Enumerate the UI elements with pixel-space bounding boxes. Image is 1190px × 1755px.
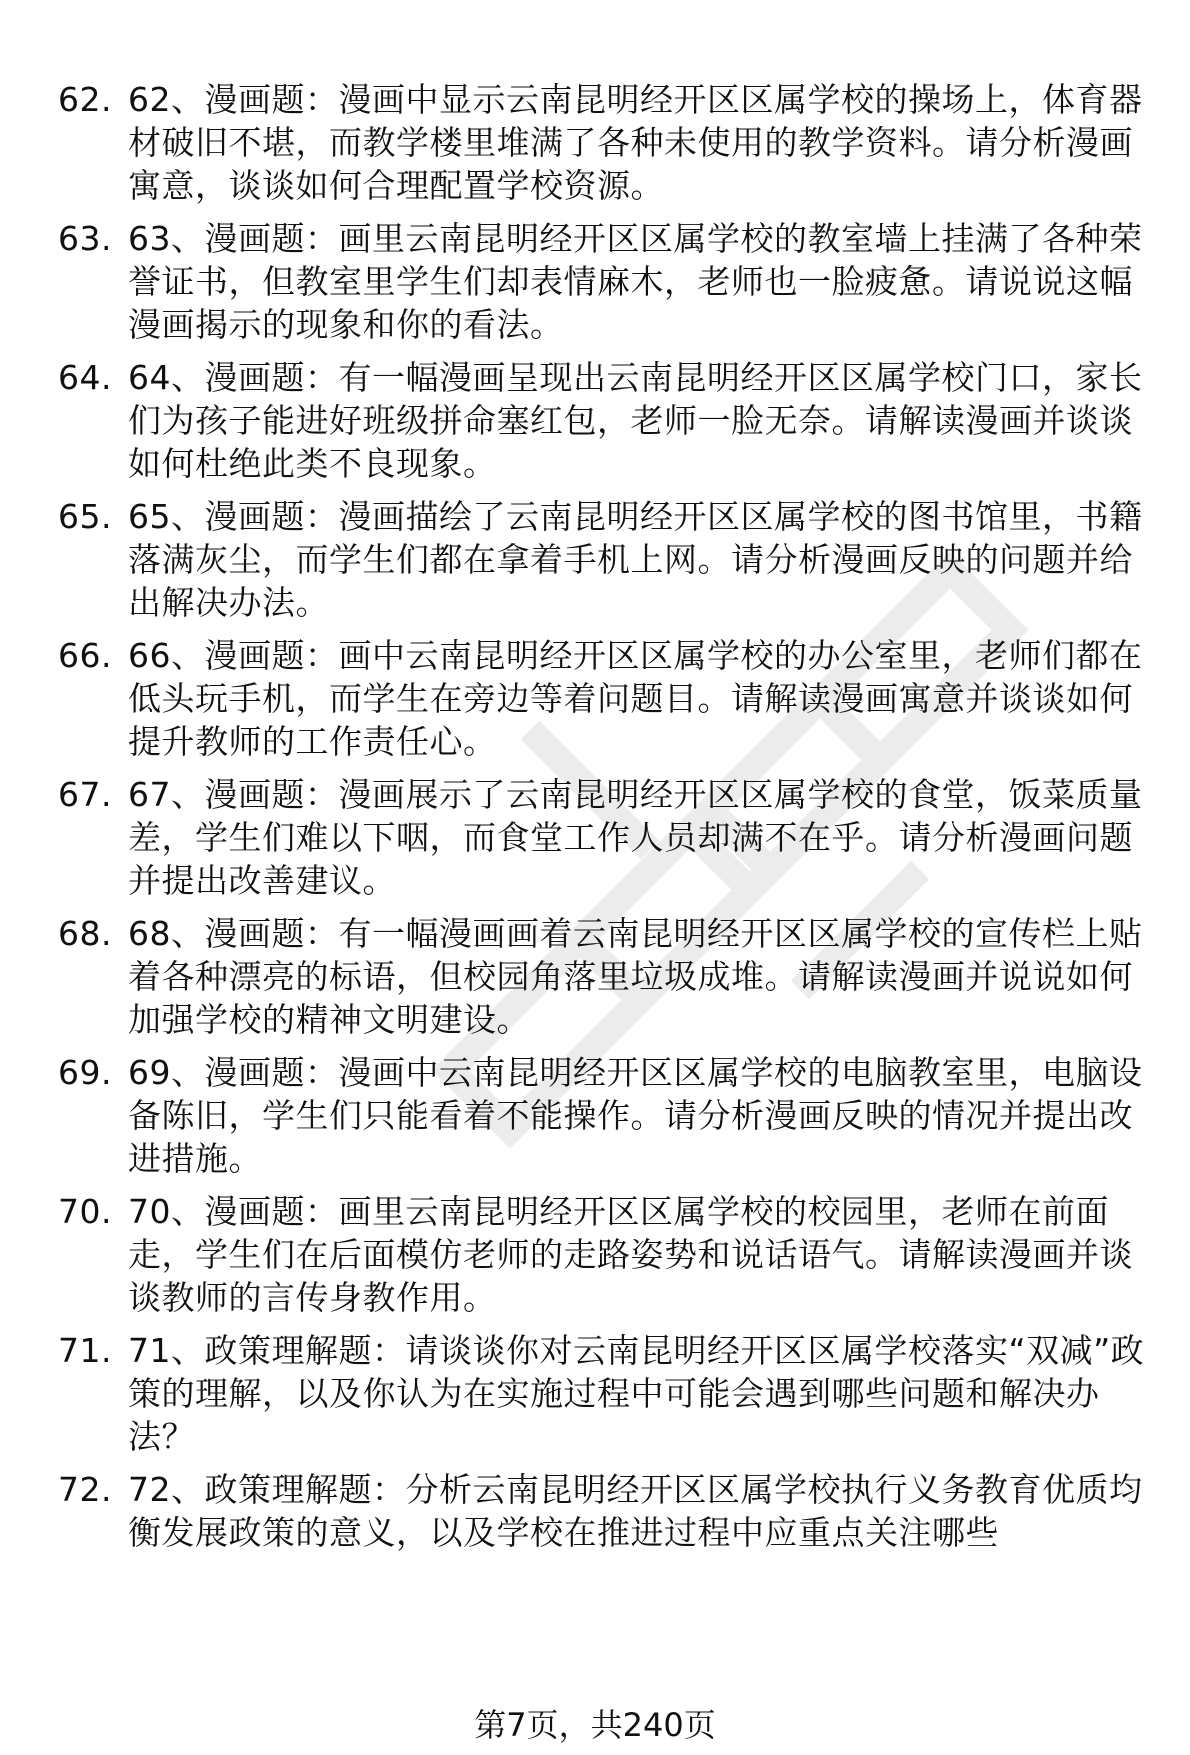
- question-item: [0, 78, 1190, 207]
- question-item: [0, 1051, 1190, 1180]
- question-item: [0, 912, 1190, 1041]
- question-item: [0, 634, 1190, 763]
- question-item: [0, 217, 1190, 346]
- question-text: 63、漫画题：画里云南昆明经开区区属学校的教室墙上挂满了各种荣誉证书，但教室里学生们却表情麻木，老师也一脸疲惫。请说说这幅漫画揭示的现象和你的看法。: [128, 219, 1143, 344]
- question-number: 65.: [58, 497, 112, 536]
- question-text: 69、漫画题：漫画中云南昆明经开区区属学校的电脑教室里，电脑设备陈旧，学生们只能看着不能操作。请分析漫画反映的情况并提出改进措施。: [128, 1053, 1143, 1178]
- question-item: [0, 495, 1190, 624]
- question-list: [0, 78, 1190, 1564]
- question-number: 72.: [58, 1470, 112, 1509]
- question-text: 70、漫画题：画里云南昆明经开区区属学校的校园里，老师在前面走，学生们在后面模仿老师的走路姿势和说话语气。请解读漫画并谈谈教师的言传身教作用。: [128, 1192, 1133, 1317]
- question-item: [0, 773, 1190, 902]
- question-text: 66、漫画题：画中云南昆明经开区区属学校的办公室里，老师们都在低头玩手机，而学生在旁边等着问题目。请解读漫画寓意并谈谈如何提升教师的工作责任心。: [128, 636, 1143, 761]
- question-number: 69.: [58, 1053, 112, 1092]
- question-text: 67、漫画题：漫画展示了云南昆明经开区区属学校的食堂，饭菜质量差，学生们难以下咽，而食堂工作人员却满不在乎。请分析漫画问题并提出改善建议。: [128, 775, 1143, 900]
- question-number: 71.: [58, 1331, 112, 1370]
- question-item: [0, 1329, 1190, 1458]
- question-number: 67.: [58, 775, 112, 814]
- page-number-label: 第7页，共240页: [474, 1706, 716, 1744]
- question-number: 63.: [58, 219, 112, 258]
- question-number: 70.: [58, 1192, 112, 1231]
- question-item: [0, 1190, 1190, 1319]
- question-text: 71、政策理解题：请谈谈你对云南昆明经开区区属学校落实“双减”政策的理解，以及你认为在实施过程中可能会遇到哪些问题和解决办法？: [128, 1331, 1145, 1456]
- question-number: 68.: [58, 914, 112, 953]
- page-footer: [0, 1705, 1190, 1745]
- question-text: 72、政策理解题：分析云南昆明经开区区属学校执行义务教育优质均衡发展政策的意义，以及学校在推进过程中应重点关注哪些: [128, 1470, 1143, 1552]
- question-text: 62、漫画题：漫画中显示云南昆明经开区区属学校的操场上，体育器材破旧不堪，而教学楼里堆满了各种未使用的教学资料。请分析漫画寓意，谈谈如何合理配置学校资源。: [128, 80, 1143, 205]
- question-text: 68、漫画题：有一幅漫画画着云南昆明经开区区属学校的宣传栏上贴着各种漂亮的标语，但校园角落里垃圾成堆。请解读漫画并说说如何加强学校的精神文明建设。: [128, 914, 1143, 1039]
- question-item: [0, 1468, 1190, 1554]
- question-text: 64、漫画题：有一幅漫画呈现出云南昆明经开区区属学校门口，家长们为孩子能进好班级拼命塞红包，老师一脸无奈。请解读漫画并谈谈如何杜绝此类不良现象。: [128, 358, 1143, 483]
- question-number: 66.: [58, 636, 112, 675]
- question-number: 62.: [58, 80, 112, 119]
- question-number: 64.: [58, 358, 112, 397]
- question-item: [0, 356, 1190, 485]
- question-text: 65、漫画题：漫画描绘了云南昆明经开区区属学校的图书馆里，书籍落满灰尘，而学生们都在拿着手机上网。请分析漫画反映的问题并给出解决办法。: [128, 497, 1143, 622]
